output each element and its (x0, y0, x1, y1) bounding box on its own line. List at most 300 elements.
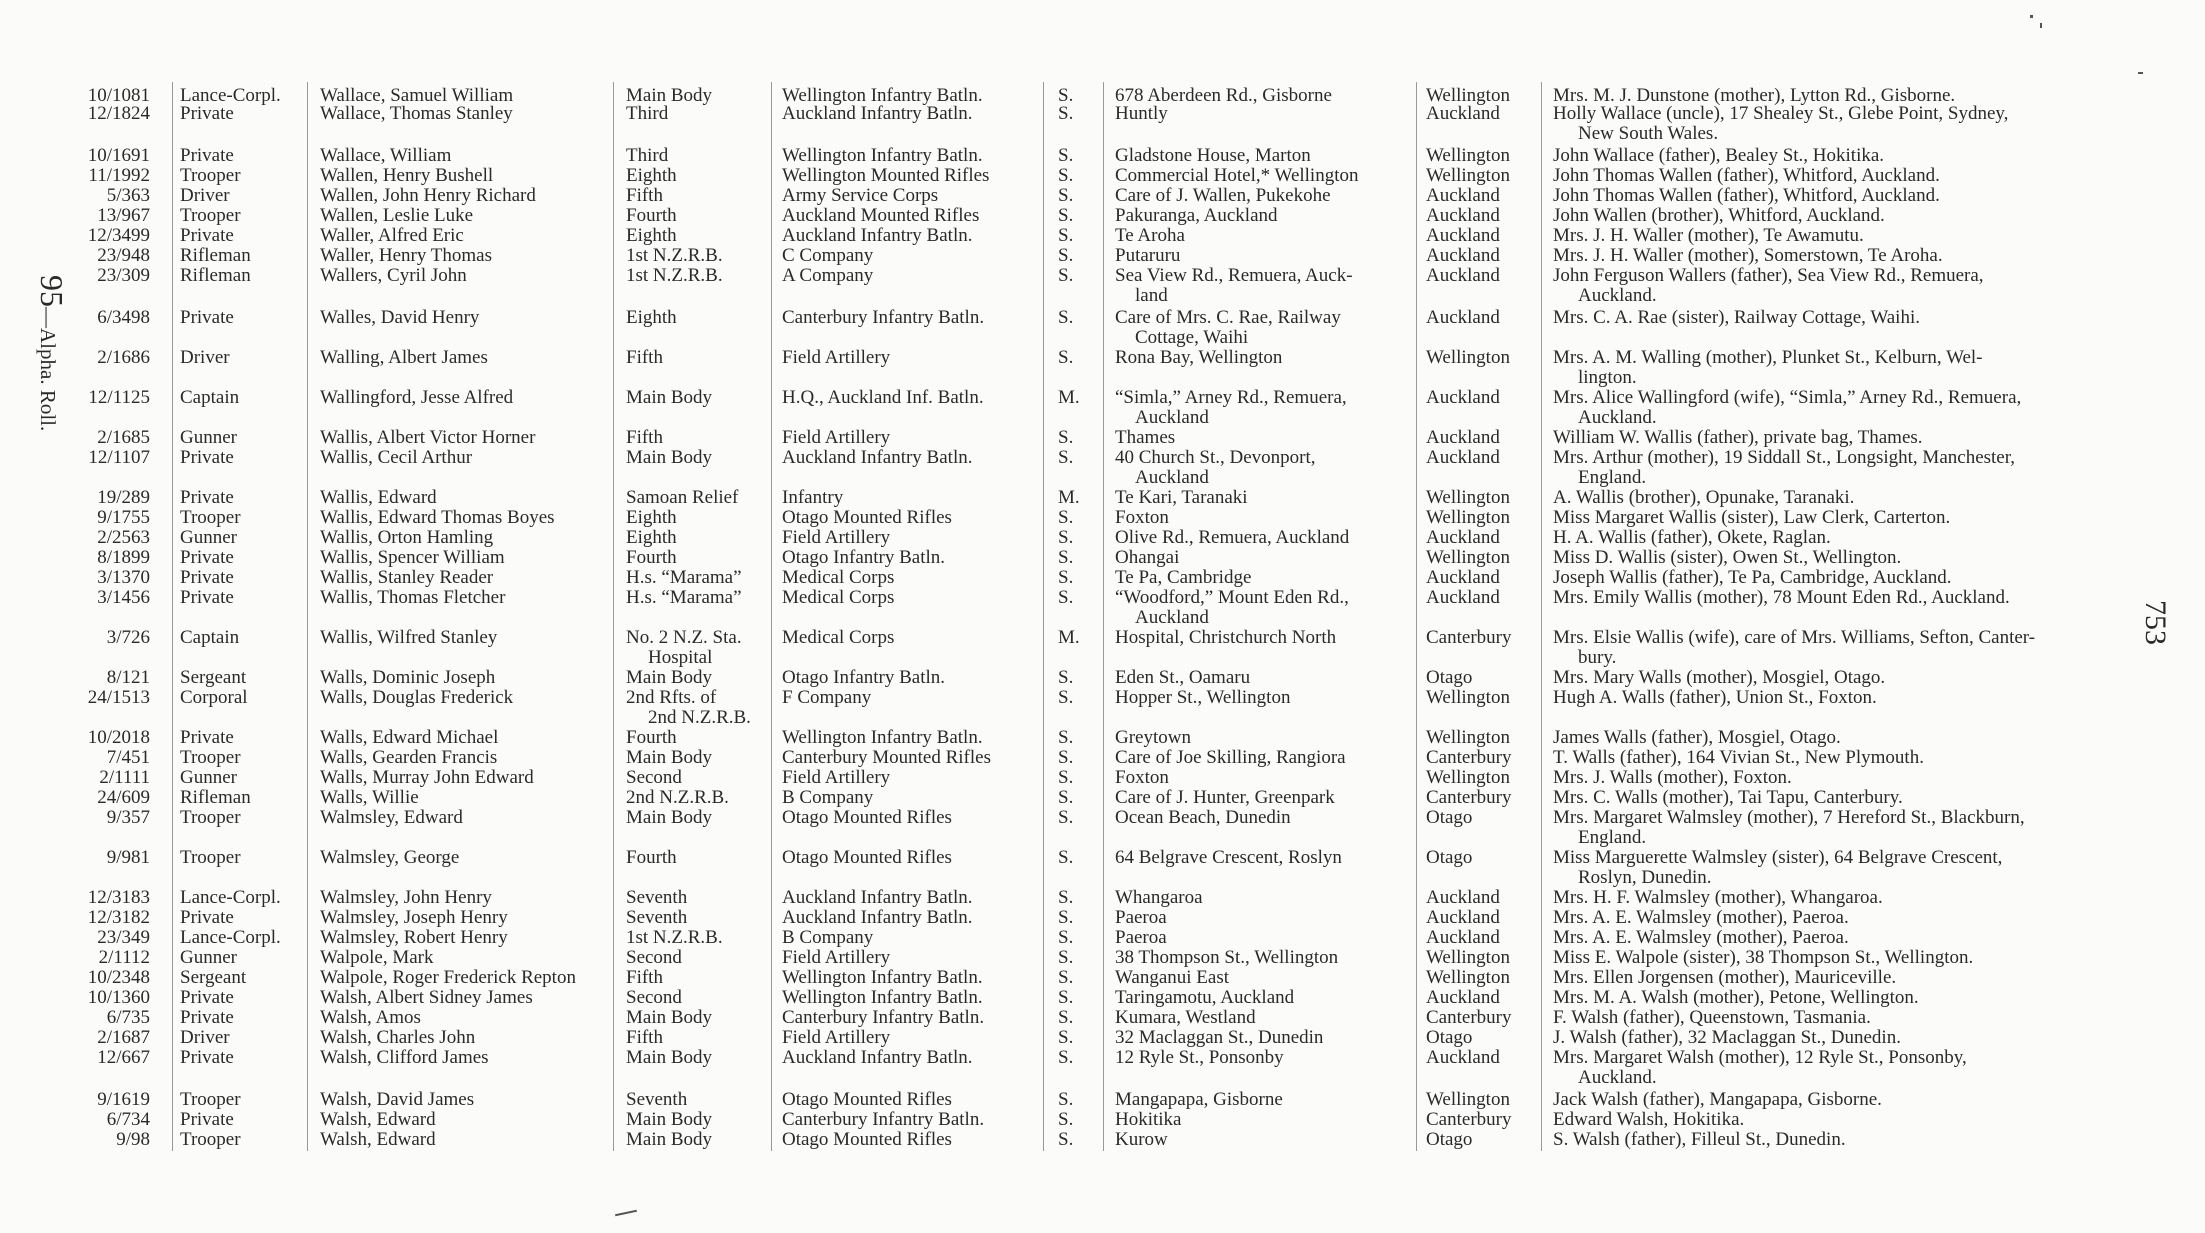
marital-status: S. (1058, 787, 1074, 808)
marital-status: S. (1058, 205, 1074, 226)
soldier-name: Wallis, Thomas Fletcher (320, 587, 506, 608)
corps: Medical Corps (782, 627, 895, 648)
soldier-name: Walsh, Albert Sidney James (320, 987, 533, 1008)
regimental-number: 10/2018 (87, 727, 150, 748)
regimental-number: 10/2348 (87, 967, 150, 988)
address-line: Cottage, Waihi (1135, 327, 1249, 348)
rank: Corporal (180, 687, 248, 708)
embarkation-unit: Fourth (626, 847, 677, 868)
next-of-kin-line: James Walls (father), Mosgiel, Otago. (1553, 727, 1841, 748)
next-of-kin-line: S. Walsh (father), Filleul St., Dunedin. (1553, 1129, 1846, 1150)
embarkation-unit: Third (626, 103, 669, 124)
address-line: Eden St., Oamaru (1115, 667, 1251, 688)
marital-status: S. (1058, 887, 1074, 908)
embarkation-unit: 2nd N.Z.R.B. (626, 787, 729, 808)
corps: Otago Infantry Batln. (782, 667, 946, 688)
embarkation-unit: Eighth (626, 307, 677, 328)
soldier-name: Walmsley, Edward (320, 807, 463, 828)
embarkation-unit: H.s. “Marama” (626, 587, 742, 608)
soldier-name: Wallis, Edward (320, 487, 437, 508)
address-line: Hospital, Christchurch North (1115, 627, 1337, 648)
soldier-name: Walpole, Roger Frederick Repton (320, 967, 576, 988)
rank: Sergeant (180, 667, 247, 688)
next-of-kin-line: Mrs. Alice Wallingford (wife), “Simla,” Arney Rd., Remuera, (1553, 387, 2022, 408)
next-of-kin-line: bury. (1578, 647, 1617, 668)
corps: Otago Mounted Rifles (782, 807, 952, 828)
next-of-kin-line: T. Walls (father), 164 Vivian St., New Plymouth. (1553, 747, 1924, 768)
address-line: Whangaroa (1115, 887, 1203, 908)
address-line: Care of J. Hunter, Greenpark (1115, 787, 1335, 808)
embarkation-unit: Third (626, 145, 669, 166)
district: Auckland (1426, 103, 1500, 124)
district: Auckland (1426, 225, 1500, 246)
embarkation-unit: Main Body (626, 447, 713, 468)
rank: Trooper (180, 507, 241, 528)
rank: Trooper (180, 165, 241, 186)
soldier-name: Wallen, Leslie Luke (320, 205, 474, 226)
rank: Trooper (180, 847, 241, 868)
next-of-kin-line: Mrs. J. Walls (mother), Foxton. (1553, 767, 1792, 788)
next-of-kin-line: Auckland. (1578, 1067, 1657, 1088)
rank: Lance-Corpl. (180, 85, 281, 106)
soldier-name: Walls, Dominic Joseph (320, 667, 496, 688)
address-line: Te Aroha (1115, 225, 1185, 246)
corps: Auckland Infantry Batln. (782, 447, 973, 468)
address-line: Thames (1115, 427, 1176, 448)
next-of-kin-line: John Ferguson Wallers (father), Sea View Rd., Remuera, (1553, 265, 1984, 286)
embarkation-unit: H.s. “Marama” (626, 567, 742, 588)
regimental-number: 12/1107 (88, 447, 150, 468)
regimental-number: 2/1111 (99, 767, 150, 788)
marital-status: S. (1058, 947, 1074, 968)
embarkation-unit: Eighth (626, 225, 677, 246)
rank: Rifleman (180, 265, 251, 286)
rank: Trooper (180, 205, 241, 226)
district: Wellington (1426, 947, 1510, 968)
district: Wellington (1426, 85, 1510, 106)
regimental-number: 12/3183 (87, 887, 150, 908)
embarkation-unit: Main Body (626, 667, 713, 688)
corps: Wellington Infantry Batln. (782, 85, 983, 106)
district: Canterbury (1426, 787, 1512, 808)
regimental-number: 9/357 (106, 807, 150, 828)
embarkation-unit: Main Body (626, 85, 713, 106)
marital-status: S. (1058, 427, 1074, 448)
marital-status: S. (1058, 687, 1074, 708)
regimental-number: 12/1125 (88, 387, 150, 408)
marital-status: S. (1058, 307, 1074, 328)
rank: Private (180, 307, 234, 328)
regimental-number: 12/3182 (87, 907, 150, 928)
next-of-kin-line: A. Wallis (brother), Opunake, Taranaki. (1553, 487, 1855, 508)
regimental-number: 9/98 (116, 1129, 150, 1150)
next-of-kin-line: Mrs. M. J. Dunstone (mother), Lytton Rd., Gisborne. (1553, 85, 1956, 106)
rank: Private (180, 567, 234, 588)
address-line: Kumara, Westland (1115, 1007, 1256, 1028)
marital-status: S. (1058, 265, 1074, 286)
embarkation-unit: Main Body (626, 1109, 713, 1130)
embarkation-unit-cont: 2nd N.Z.R.B. (648, 707, 751, 728)
next-of-kin-line: Miss E. Walpole (sister), 38 Thompson St., Wellington. (1553, 947, 1974, 968)
regimental-number: 19/289 (97, 487, 150, 508)
district: Otago (1426, 667, 1473, 688)
rank: Private (180, 487, 234, 508)
regimental-number: 2/1686 (97, 347, 150, 368)
corps: F Company (782, 687, 872, 708)
regimental-number: 10/1691 (87, 145, 150, 166)
speck (2040, 23, 2042, 28)
soldier-name: Wallis, Cecil Arthur (320, 447, 473, 468)
soldier-name: Wallis, Spencer William (320, 547, 505, 568)
rank: Private (180, 987, 234, 1008)
next-of-kin-line: Mrs. C. Walls (mother), Tai Tapu, Canterbury. (1553, 787, 1903, 808)
next-of-kin-line: Joseph Wallis (father), Te Pa, Cambridge, Auckland. (1553, 567, 1952, 588)
address-line: Te Pa, Cambridge (1115, 567, 1252, 588)
next-of-kin-line: Hugh A. Walls (father), Union St., Foxton. (1553, 687, 1877, 708)
page-number: 753 (2139, 600, 2172, 645)
address-line: Auckland (1135, 467, 1209, 488)
soldier-name: Wallis, Orton Hamling (320, 527, 494, 548)
rank: Trooper (180, 1089, 241, 1110)
marital-status: S. (1058, 347, 1074, 368)
embarkation-unit: Fifth (626, 347, 663, 368)
soldier-name: Walling, Albert James (320, 347, 488, 368)
embarkation-unit: 1st N.Z.R.B. (626, 265, 723, 286)
regimental-number: 6/735 (106, 1007, 150, 1028)
regimental-number: 23/948 (97, 245, 150, 266)
corps: Otago Mounted Rifles (782, 507, 952, 528)
regimental-number: 12/667 (97, 1047, 150, 1068)
embarkation-unit: Seventh (626, 1089, 688, 1110)
next-of-kin-line: Jack Walsh (father), Mangapapa, Gisborne. (1553, 1089, 1882, 1110)
district: Wellington (1426, 687, 1510, 708)
regimental-number: 3/1370 (97, 567, 150, 588)
district: Wellington (1426, 547, 1510, 568)
address-line: 12 Ryle St., Ponsonby (1115, 1047, 1284, 1068)
rank: Private (180, 547, 234, 568)
rank: Gunner (180, 947, 237, 968)
next-of-kin-line: John Wallace (father), Bealey St., Hokitika. (1553, 145, 1885, 166)
corps: Canterbury Infantry Batln. (782, 307, 985, 328)
embarkation-unit: Fifth (626, 427, 663, 448)
regimental-number: 11/1992 (88, 165, 150, 186)
soldier-name: Wallis, Albert Victor Horner (320, 427, 536, 448)
address-line: “Simla,” Arney Rd., Remuera, (1115, 387, 1347, 408)
corps: Field Artillery (782, 427, 891, 448)
rank: Gunner (180, 767, 237, 788)
embarkation-unit: Fourth (626, 547, 677, 568)
embarkation-unit: 1st N.Z.R.B. (626, 245, 723, 266)
marital-status: S. (1058, 727, 1074, 748)
next-of-kin-line: Auckland. (1578, 285, 1657, 306)
district: Auckland (1426, 307, 1500, 328)
next-of-kin-line: William W. Wallis (father), private bag, Thames. (1553, 427, 1923, 448)
next-of-kin-line: Mrs. Elsie Wallis (wife), care of Mrs. Williams, Sefton, Canter- (1553, 627, 2036, 648)
embarkation-unit: 1st N.Z.R.B. (626, 927, 723, 948)
rank: Captain (180, 387, 240, 408)
next-of-kin-line: Mrs. A. M. Walling (mother), Plunket St., Kelburn, Wel- (1553, 347, 1983, 368)
address-line: Hopper St., Wellington (1115, 687, 1291, 708)
address-line: Ohangai (1115, 547, 1180, 568)
rank: Private (180, 145, 234, 166)
regimental-number: 7/451 (106, 747, 150, 768)
rank: Private (180, 587, 234, 608)
regimental-number: 12/3499 (87, 225, 150, 246)
marital-status: S. (1058, 245, 1074, 266)
district: Auckland (1426, 245, 1500, 266)
next-of-kin-line: Mrs. Margaret Walmsley (mother), 7 Hereford St., Blackburn, (1553, 807, 2025, 828)
next-of-kin-line: J. Walsh (father), 32 Maclaggan St., Dunedin. (1553, 1027, 1901, 1048)
marital-status: S. (1058, 1027, 1074, 1048)
next-of-kin-line: Holly Wallace (uncle), 17 Shealey St., Glebe Point, Sydney, (1553, 103, 2009, 124)
next-of-kin-line: Mrs. A. E. Walmsley (mother), Paeroa. (1553, 907, 1849, 928)
next-of-kin-line: England. (1578, 467, 1647, 488)
district: Auckland (1426, 587, 1500, 608)
regimental-number: 23/349 (97, 927, 150, 948)
address-line: Care of Mrs. C. Rae, Railway (1115, 307, 1341, 328)
address-line: 678 Aberdeen Rd., Gisborne (1115, 85, 1332, 106)
marital-status: S. (1058, 587, 1074, 608)
district: Wellington (1426, 507, 1510, 528)
soldier-name: Walmsley, Robert Henry (320, 927, 508, 948)
marital-status: S. (1058, 225, 1074, 246)
soldier-name: Walmsley, John Henry (320, 887, 492, 908)
soldier-name: Walsh, Edward (320, 1109, 436, 1130)
rank: Rifleman (180, 787, 251, 808)
regimental-number: 23/309 (97, 265, 150, 286)
district: Auckland (1426, 265, 1500, 286)
embarkation-unit: Main Body (626, 1007, 713, 1028)
rank: Captain (180, 627, 240, 648)
address-line: Gladstone House, Marton (1115, 145, 1311, 166)
rank: Private (180, 103, 234, 124)
address-line: Putaruru (1115, 245, 1181, 266)
soldier-name: Walpole, Mark (320, 947, 434, 968)
marital-status: S. (1058, 165, 1074, 186)
rank: Trooper (180, 747, 241, 768)
embarkation-unit: Samoan Relief (626, 487, 739, 508)
next-of-kin-line: Mrs. Mary Walls (mother), Mosgiel, Otago. (1553, 667, 1886, 688)
address-line: Pakuranga, Auckland (1115, 205, 1278, 226)
rank: Private (180, 225, 234, 246)
embarkation-unit: Seventh (626, 907, 688, 928)
soldier-name: Walmsley, George (320, 847, 460, 868)
regimental-number: 9/1619 (97, 1089, 150, 1110)
marital-status: S. (1058, 547, 1074, 568)
embarkation-unit: Seventh (626, 887, 688, 908)
corps: A Company (782, 265, 874, 286)
district: Canterbury (1426, 1109, 1512, 1130)
corps: H.Q., Auckland Inf. Batln. (782, 387, 984, 408)
soldier-name: Walls, Douglas Frederick (320, 687, 514, 708)
next-of-kin-line: Miss Marguerette Walmsley (sister), 64 Belgrave Crescent, (1553, 847, 2003, 868)
corps: Field Artillery (782, 1027, 891, 1048)
embarkation-unit: Main Body (626, 1047, 713, 1068)
corps: C Company (782, 245, 874, 266)
corps: Otago Infantry Batln. (782, 547, 946, 568)
margin-title: Alpha. Roll. (36, 328, 60, 432)
address-line: Greytown (1115, 727, 1191, 748)
address-line: Te Kari, Taranaki (1115, 487, 1248, 508)
next-of-kin-line: Mrs. Emily Wallis (mother), 78 Mount Eden Rd., Auckland. (1553, 587, 2010, 608)
corps: Auckland Infantry Batln. (782, 225, 973, 246)
next-of-kin-line: F. Walsh (father), Queenstown, Tasmania. (1553, 1007, 1871, 1028)
corps: Auckland Infantry Batln. (782, 1047, 973, 1068)
marital-status: S. (1058, 527, 1074, 548)
address-line: Ocean Beach, Dunedin (1115, 807, 1291, 828)
marital-status: S. (1058, 567, 1074, 588)
district: Auckland (1426, 1047, 1500, 1068)
rank: Driver (180, 347, 230, 368)
soldier-name: Walsh, Clifford James (320, 1047, 489, 1068)
soldier-name: Wallace, Samuel William (320, 85, 514, 106)
regimental-number: 9/1755 (97, 507, 150, 528)
address-line: “Woodford,” Mount Eden Rd., (1115, 587, 1349, 608)
rank: Trooper (180, 1129, 241, 1150)
district: Canterbury (1426, 627, 1512, 648)
soldier-name: Wallen, John Henry Richard (320, 185, 536, 206)
corps: Army Service Corps (782, 185, 939, 206)
next-of-kin-line: Mrs. A. E. Walmsley (mother), Paeroa. (1553, 927, 1849, 948)
regimental-number: 6/3498 (97, 307, 150, 328)
address-line: 32 Maclaggan St., Dunedin (1115, 1027, 1324, 1048)
embarkation-unit: Fifth (626, 1027, 663, 1048)
next-of-kin-line: Mrs. J. H. Waller (mother), Te Awamutu. (1553, 225, 1864, 246)
address-line: Taringamotu, Auckland (1115, 987, 1295, 1008)
address-line: Hokitika (1115, 1109, 1182, 1130)
corps: Wellington Infantry Batln. (782, 967, 983, 988)
regimental-number: 10/1360 (87, 987, 150, 1008)
district: Wellington (1426, 1089, 1510, 1110)
corps: Wellington Infantry Batln. (782, 145, 983, 166)
corps: Field Artillery (782, 527, 891, 548)
district: Canterbury (1426, 1007, 1512, 1028)
soldier-name: Walls, Willie (320, 787, 419, 808)
embarkation-unit: Second (626, 987, 682, 1008)
next-of-kin-line: John Wallen (brother), Whitford, Auckland. (1553, 205, 1885, 226)
marital-status: S. (1058, 145, 1074, 166)
next-of-kin-line: Miss Margaret Wallis (sister), Law Clerk, Carterton. (1553, 507, 1951, 528)
marital-status: S. (1058, 1109, 1074, 1130)
embarkation-unit: Eighth (626, 507, 677, 528)
next-of-kin-line: John Thomas Wallen (father), Whitford, Auckland. (1553, 185, 1940, 206)
embarkation-unit: Eighth (626, 527, 677, 548)
soldier-name: Wallers, Cyril John (320, 265, 467, 286)
next-of-kin-line: H. A. Wallis (father), Okete, Raglan. (1553, 527, 1831, 548)
embarkation-unit: No. 2 N.Z. Sta. (626, 627, 742, 648)
embarkation-unit: Main Body (626, 747, 713, 768)
regimental-number: 3/726 (106, 627, 150, 648)
soldier-name: Walls, Murray John Edward (320, 767, 534, 788)
district: Wellington (1426, 487, 1510, 508)
embarkation-unit: Main Body (626, 1129, 713, 1150)
address-line: Care of J. Wallen, Pukekohe (1115, 185, 1331, 206)
rank: Private (180, 447, 234, 468)
next-of-kin-line: Mrs. J. H. Waller (mother), Somerstown, Te Aroha. (1553, 245, 1943, 266)
district: Auckland (1426, 387, 1500, 408)
rank: Lance-Corpl. (180, 927, 281, 948)
regimental-number: 6/734 (106, 1109, 150, 1130)
district: Auckland (1426, 987, 1500, 1008)
district: Wellington (1426, 165, 1510, 186)
regimental-number: 8/1899 (97, 547, 150, 568)
next-of-kin-line: Auckland. (1578, 407, 1657, 428)
district: Wellington (1426, 727, 1510, 748)
marital-status: S. (1058, 1047, 1074, 1068)
regimental-number: 9/981 (106, 847, 150, 868)
rank: Driver (180, 185, 230, 206)
district: Otago (1426, 1129, 1473, 1150)
next-of-kin-line: Roslyn, Dunedin. (1578, 867, 1712, 888)
district: Otago (1426, 807, 1473, 828)
soldier-name: Walsh, Amos (320, 1007, 421, 1028)
embarkation-unit-cont: Hospital (648, 647, 713, 668)
corps: Field Artillery (782, 347, 891, 368)
district: Auckland (1426, 427, 1500, 448)
corps: Auckland Infantry Batln. (782, 907, 973, 928)
embarkation-unit: Fifth (626, 967, 663, 988)
corps: B Company (782, 927, 874, 948)
marital-status: S. (1058, 927, 1074, 948)
rank: Private (180, 1047, 234, 1068)
regimental-number: 8/121 (106, 667, 150, 688)
marital-status: S. (1058, 907, 1074, 928)
address-line: Auckland (1135, 407, 1209, 428)
rank: Private (180, 727, 234, 748)
rank: Rifleman (180, 245, 251, 266)
embarkation-unit: Fourth (626, 205, 677, 226)
corps: Medical Corps (782, 587, 895, 608)
marital-status: M. (1058, 387, 1080, 408)
regimental-number: 2/1685 (97, 427, 150, 448)
embarkation-unit: Eighth (626, 165, 677, 186)
corps: B Company (782, 787, 874, 808)
embarkation-unit: Main Body (626, 387, 713, 408)
district: Auckland (1426, 567, 1500, 588)
address-line: Paeroa (1115, 927, 1167, 948)
soldier-name: Wallen, Henry Bushell (320, 165, 494, 186)
next-of-kin-line: Edward Walsh, Hokitika. (1553, 1109, 1745, 1130)
address-line: Mangapapa, Gisborne (1115, 1089, 1283, 1110)
regimental-number: 13/967 (97, 205, 150, 226)
address-line: 38 Thompson St., Wellington (1115, 947, 1339, 968)
rank: Driver (180, 1027, 230, 1048)
margin-roll-title: 95—Alpha. Roll. (34, 275, 70, 432)
address-line: Commercial Hotel,* Wellington (1115, 165, 1359, 186)
marital-status: S. (1058, 1129, 1074, 1150)
regimental-number: 24/1513 (87, 687, 150, 708)
soldier-name: Walsh, Edward (320, 1129, 436, 1150)
address-line: Huntly (1115, 103, 1168, 124)
marital-status: S. (1058, 747, 1074, 768)
address-line: land (1135, 285, 1168, 306)
address-line: Olive Rd., Remuera, Auckland (1115, 527, 1350, 548)
district: Wellington (1426, 145, 1510, 166)
regimental-number: 12/1824 (87, 103, 150, 124)
soldier-name: Walls, Edward Michael (320, 727, 499, 748)
next-of-kin-line: Mrs. Ellen Jorgensen (mother), Mauriceville. (1553, 967, 1897, 988)
regimental-number: 2/1112 (98, 947, 150, 968)
corps: Field Artillery (782, 947, 891, 968)
regimental-number: 2/1687 (97, 1027, 150, 1048)
soldier-name: Wallace, Thomas Stanley (320, 103, 513, 124)
marital-status: S. (1058, 103, 1074, 124)
marital-status: S. (1058, 967, 1074, 988)
regimental-number: 10/1081 (87, 85, 150, 106)
corps: Canterbury Infantry Batln. (782, 1007, 985, 1028)
soldier-name: Walls, Gearden Francis (320, 747, 498, 768)
address-line: 64 Belgrave Crescent, Roslyn (1115, 847, 1342, 868)
